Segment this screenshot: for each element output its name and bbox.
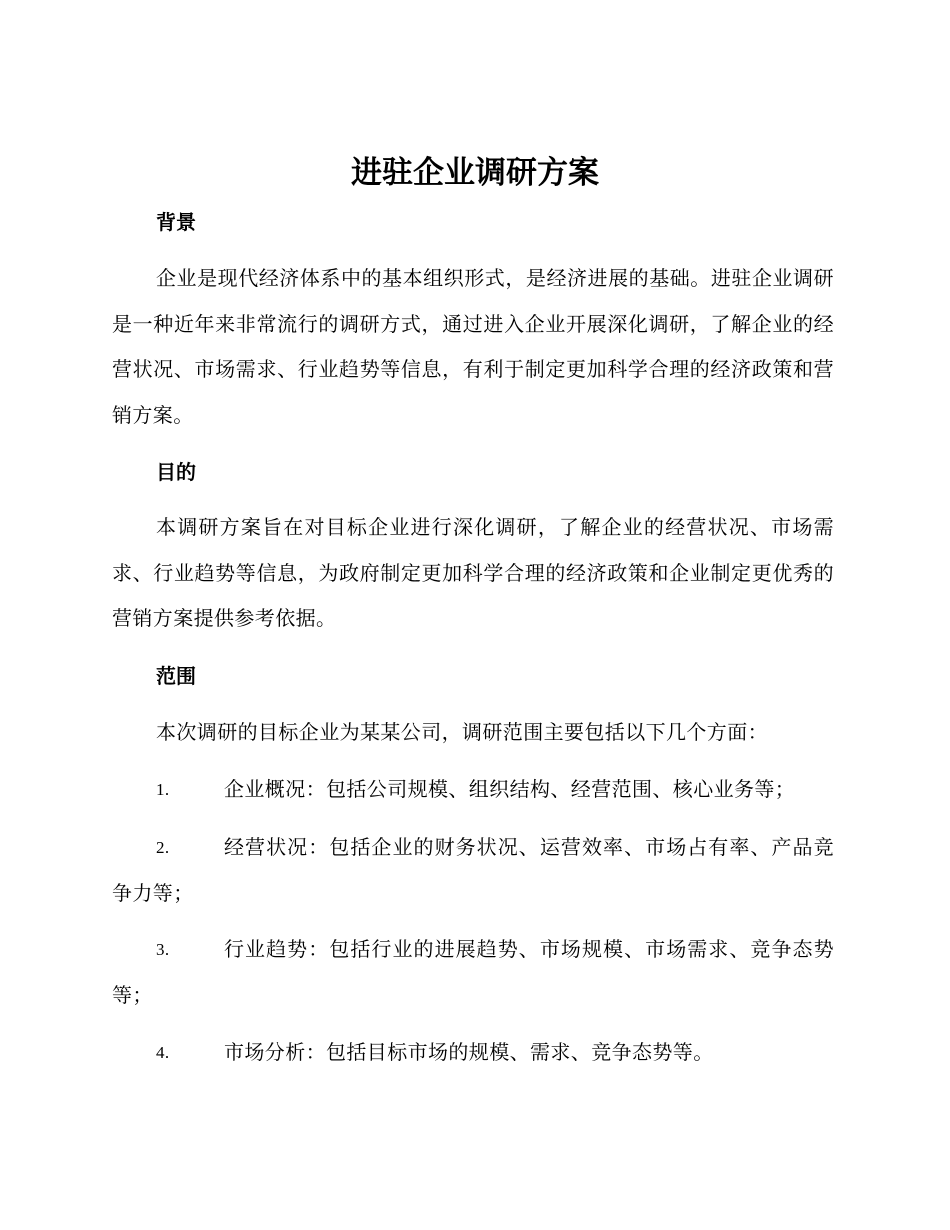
list-item: [112, 825, 834, 916]
list-item: [112, 1030, 834, 1076]
section-heading-purpose: 目的: [156, 460, 196, 484]
list-number: 3.: [156, 940, 170, 959]
scope-intro: 本次调研的目标企业为某某公司，调研范围主要包括以下几个方面：: [156, 720, 768, 744]
list-text: 经营状况：包括企业的财务状况、运营效率、市场占有率、产品竞争力等；: [112, 835, 834, 905]
list-text: 市场分析：包括目标市场的规模、需求、竞争态势等。: [224, 1040, 714, 1064]
purpose-paragraph: 本调研方案旨在对目标企业进行深化调研，了解企业的经营状况、市场需求、行业趋势等信息，为政府制定更加科学合理的经济政策和企业制定更优秀的营销方案提供参考依据。: [112, 515, 834, 630]
section-heading-scope: 范围: [156, 664, 196, 688]
background-paragraph: 企业是现代经济体系中的基本组织形式，是经济进展的基础。进驻企业调研是一种近年来非常流行的调研方式，通过进入企业开展深化调研，了解企业的经营状况、市场需求、行业趋势等信息，有利于制定更加科学合理的经济政策和营销方案。: [112, 266, 834, 427]
list-number: 4.: [156, 1043, 170, 1062]
section-heading-background: 背景: [156, 210, 196, 234]
list-text: 企业概况：包括公司规模、组织结构、经营范围、核心业务等；: [224, 777, 796, 801]
list-number: 1.: [156, 780, 170, 799]
list-item: [112, 927, 834, 1018]
list-item: [112, 767, 834, 813]
document-title: 进驻企业调研方案: [351, 155, 599, 191]
list-number: 2.: [156, 838, 170, 857]
list-text: 行业趋势：包括行业的进展趋势、市场规模、市场需求、竞争态势等；: [112, 937, 834, 1007]
